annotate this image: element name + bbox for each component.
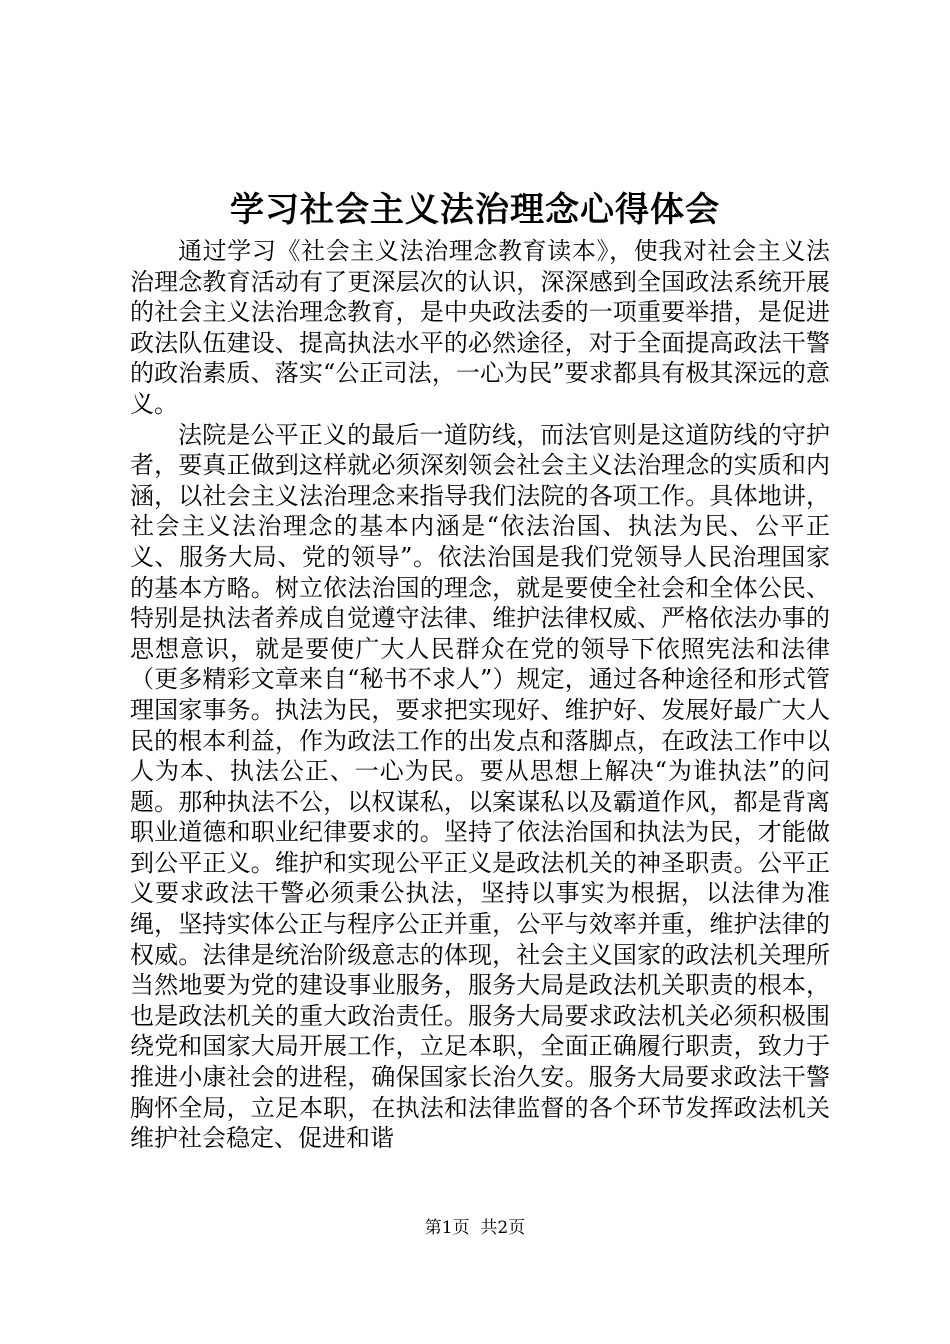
page-footer [0,1216,950,1240]
page-number: 第1页 共2页 [424,1218,526,1238]
document-title: 学习社会主义法治理念心得体会 [230,190,720,230]
paragraph-2: 法院是公平正义的最后一道防线，而法官则是这道防线的守护者，要真正做到这样就必须深刻领会社会主义法治理念的实质和内涵，以社会主义法治理念来指导我们法院的各项工作。具体地讲，社会主义法治理念的基本内涵是“依法治国、执法为民、公平正义、服务大局、党的领导”。依法治国是我们党领导人民治理国家的基本方略。树立依法治国的理念，就是要使全社会和全体公民、特别是执法者养成自觉遵守法律、维护法律权威、严格依法办事的思想意识，就是要使广大人民群众在党的领导下依照宪法和法律（更多精彩文章来自“秘书不求人”）规定，通过各种途径和形式管理国家事务。执法为民，要求把实现好、维护好、发展好最广大人民的根本利益，作为政法工作的出发点和落脚点，在政法工作中以人为本、执法公正、一心为民。要从思想上解决“为谁执法”的问题。那种执法不公，以权谋私，以案谋私以及霸道作风，都是背离职业道德和职业纪律要求的。坚持了依法治国和执法为民，才能做到公平正义。维护和实现公平正义是政法机关的神圣职责。公平正义要求政法干警必须秉公执法，坚持以事实为根据，以法律为准绳，坚持实体公正与程序公正并重，公平与效率并重，维护法律的权威。法律是统治阶级意志的体现，社会主义国家的政法机关理所当然地要为党的建设事业服务，服务大局是政法机关职责的根本，也是政法机关的重大政治责任。服务大局要求政法机关必须积极围绕党和国家大局开展工作，立足本职，全面正确履行职责，致力于推进小康社会的进程，确保国家长治久安。服务大局要求政法干警胸怀全局，立足本职，在执法和法律监督的各个环节发挥政法机关维护社会稳定、促进和谐 [130,420,830,1153]
document-body [130,236,830,1154]
paragraph-1: 通过学习《社会主义法治理念教育读本》，使我对社会主义法治理念教育活动有了更深层次的认识，深深感到全国政法系统开展的社会主义法治理念教育，是中央政法委的一项重要举措，是促进政法队伍建设、提高执法水平的必然途径，对于全面提高政法干警的政治素质、落实“公正司法，一心为民”要求都具有极其深远的意义。 [130,237,830,418]
